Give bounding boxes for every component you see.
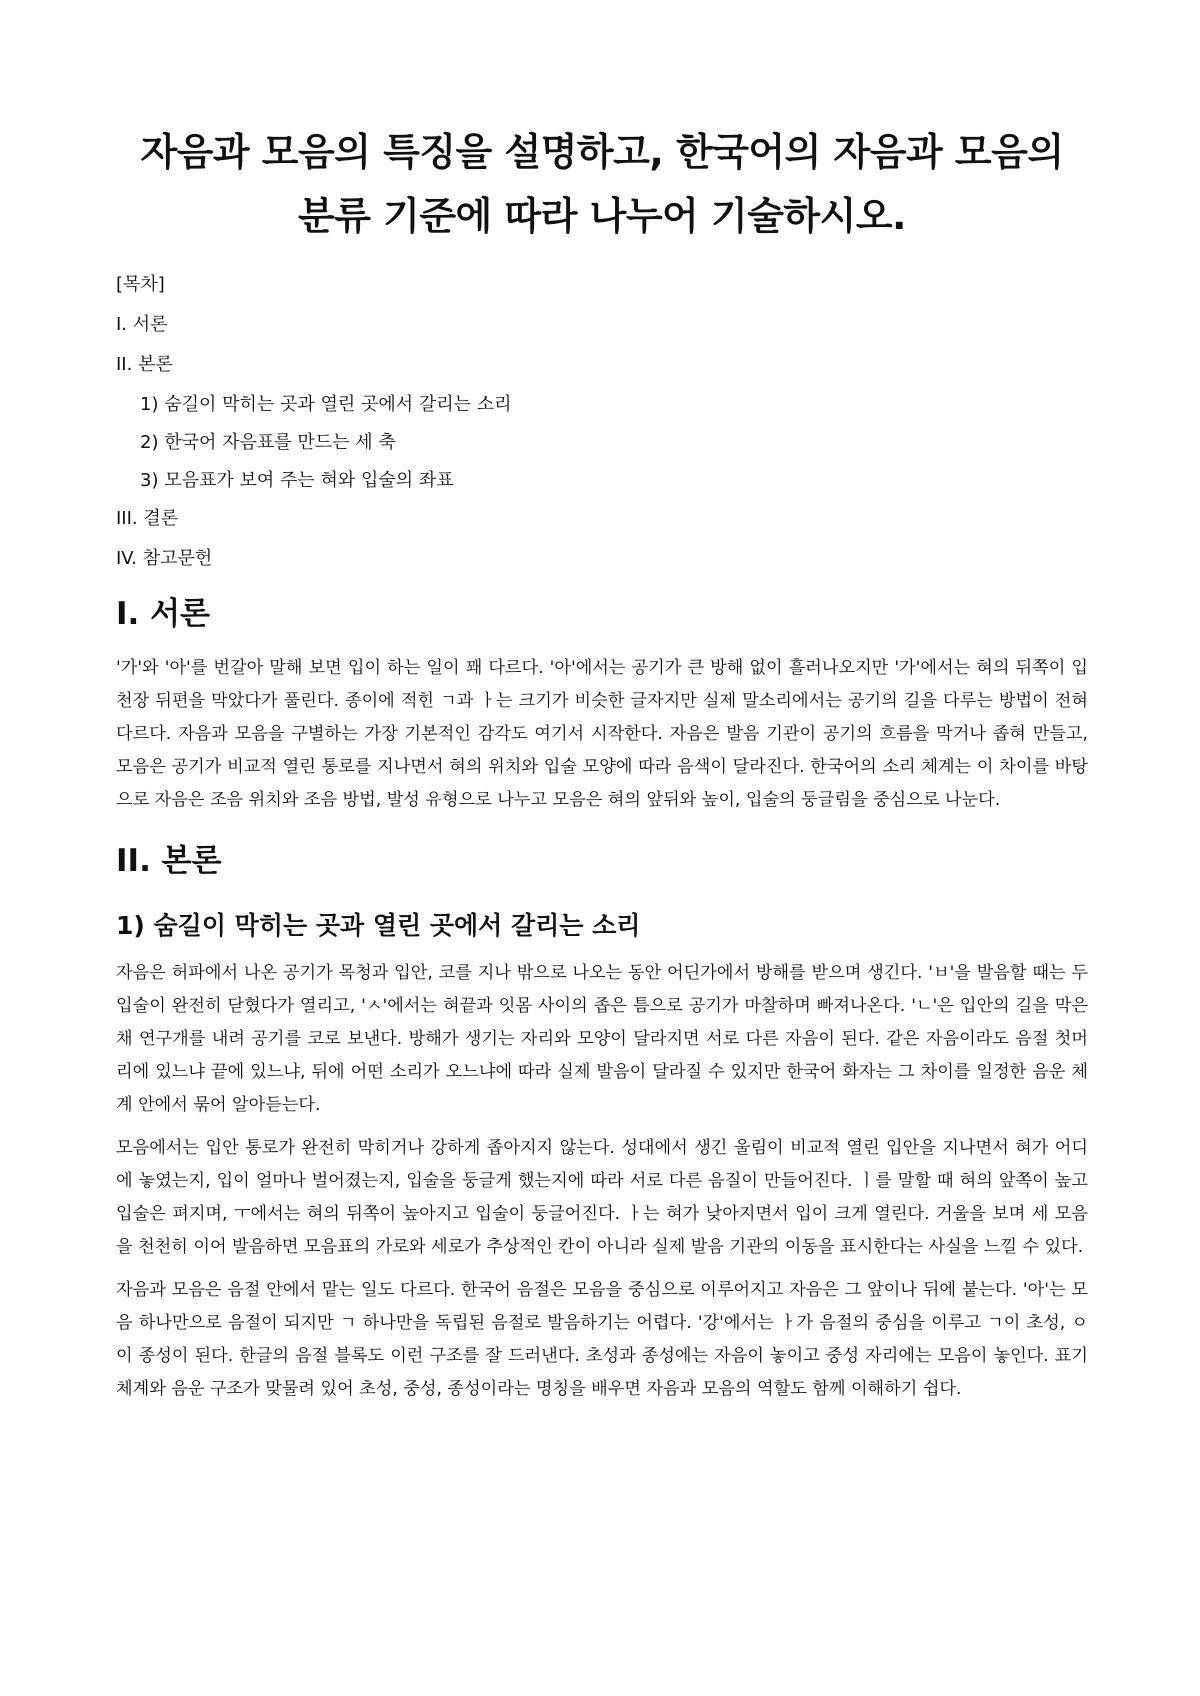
- toc-item-intro: I. 서론: [116, 314, 168, 335]
- intro-section: [116, 594, 1088, 817]
- toc-item-body-3: 3) 모음표가 보여 주는 혀와 입술의 좌표: [140, 470, 454, 491]
- body-paragraph: 모음에서는 입안 통로가 완전히 막히거나 강하게 좁아지지 않는다. 성대에서 생긴 울림이 비교적 열린 입안을 지나면서 혀가 어디에 놓였는지, 입이 얼마나 벌어졌는지, 입술을 둥글게 했는지에 따라 서로 다른 음질이 만들어진다. ㅣ를 말할 때 혀의 앞쪽이 높고 입술은 펴지며, ㅜ에서는 혀의 뒤쪽이 높아지고 입술이 둥글어진다. ㅏ는 혀가 낮아지면서 입이 크게 열린다. 거울을 보며 세 모음을 천천히 이어 발음하면 모음표의 가로와 세로가 추상적인 칸이 아니라 실제 발음 기관의 이동을 표시한다는 사실을 느낄 수 있다.: [116, 1138, 1088, 1257]
- table-of-contents: [116, 274, 1088, 570]
- body-paragraph: 자음은 허파에서 나온 공기가 목청과 입안, 코를 지나 밖으로 나오는 동안 어딘가에서 방해를 받으며 생긴다. 'ㅂ'을 발음할 때는 두 입술이 완전히 닫혔다가 열리고, 'ㅅ'에서는 혀끝과 잇몸 사이의 좁은 틈으로 공기가 마찰하며 빠져나온다. 'ㄴ'은 입안의 길을 막은 채 연구개를 내려 공기를 코로 보낸다. 방해가 생기는 자리와 모양이 달라지면 서로 다른 자음이 된다. 같은 자음이라도 음절 첫머리에 있느냐 끝에 있느냐, 뒤에 어떤 소리가 오느냐에 따라 실제 발음이 달라질 수 있지만 한국어 화자는 그 차이를 일정한 음운 체계 안에서 묶어 알아듣는다.: [116, 963, 1088, 1115]
- body-subsection-1-heading: 1) 숨길이 막히는 곳과 열린 곳에서 갈리는 소리: [116, 911, 641, 940]
- toc-heading: [목차]: [116, 274, 165, 295]
- toc-item-references: IV. 참고문헌: [116, 548, 213, 569]
- intro-heading: I. 서론: [116, 596, 210, 632]
- body-paragraph: 자음과 모음은 음절 안에서 맡는 일도 다르다. 한국어 음절은 모음을 중심으로 이루어지고 자음은 그 앞이나 뒤에 붙는다. '아'는 모음 하나만으로 음절이 되지만 ㄱ 하나만을 독립된 음절로 발음하기는 어렵다. '강'에서는 ㅏ가 음절의 중심을 이루고 ㄱ이 초성, ㅇ이 종성이 된다. 한글의 음절 블록도 이런 구조를 잘 드러낸다. 초성과 종성에는 자음이 놓이고 중성 자리에는 모음이 놓인다. 표기 체계와 음운 구조가 맞물려 있어 초성, 중성, 종성이라는 명칭을 배우면 자음과 모음의 역할도 함께 이해하기 쉽다.: [116, 1280, 1088, 1399]
- toc-item-body-1: 1) 숨길이 막히는 곳과 열린 곳에서 갈리는 소리: [140, 394, 512, 415]
- body-section: [116, 841, 1088, 1406]
- toc-item-body-2: 2) 한국어 자음표를 만드는 세 축: [140, 432, 396, 453]
- toc-item-body: II. 본론: [116, 354, 173, 375]
- document-title: 자음과 모음의 특징을 설명하고, 한국어의 자음과 모음의 분류 기준에 따라 나누어 기술하시오.: [140, 130, 1064, 238]
- body-heading: II. 본론: [116, 843, 222, 879]
- toc-item-conclusion: III. 결론: [116, 508, 179, 529]
- intro-paragraph: '가'와 '아'를 번갈아 말해 보면 입이 하는 일이 꽤 다르다. '아'에서는 공기가 큰 방해 없이 흘러나오지만 '가'에서는 혀의 뒤쪽이 입천장 뒤편을 막았다가 풀린다. 종이에 적힌 ㄱ과 ㅏ는 크기가 비슷한 글자지만 실제 말소리에서는 공기의 길을 다루는 방법이 전혀 다르다. 자음과 모음을 구별하는 가장 기본적인 감각도 여기서 시작한다. 자음은 발음 기관이 공기의 흐름을 막거나 좁혀 만들고, 모음은 공기가 비교적 열린 통로를 지나면서 혀의 위치와 입술 모양에 따라 음색이 달라진다. 한국어의 소리 체계는 이 차이를 바탕으로 자음은 조음 위치와 조음 방법, 발성 유형으로 나누고 모음은 혀의 앞뒤와 높이, 입술의 둥글림을 중심으로 나눈다.: [116, 658, 1088, 810]
